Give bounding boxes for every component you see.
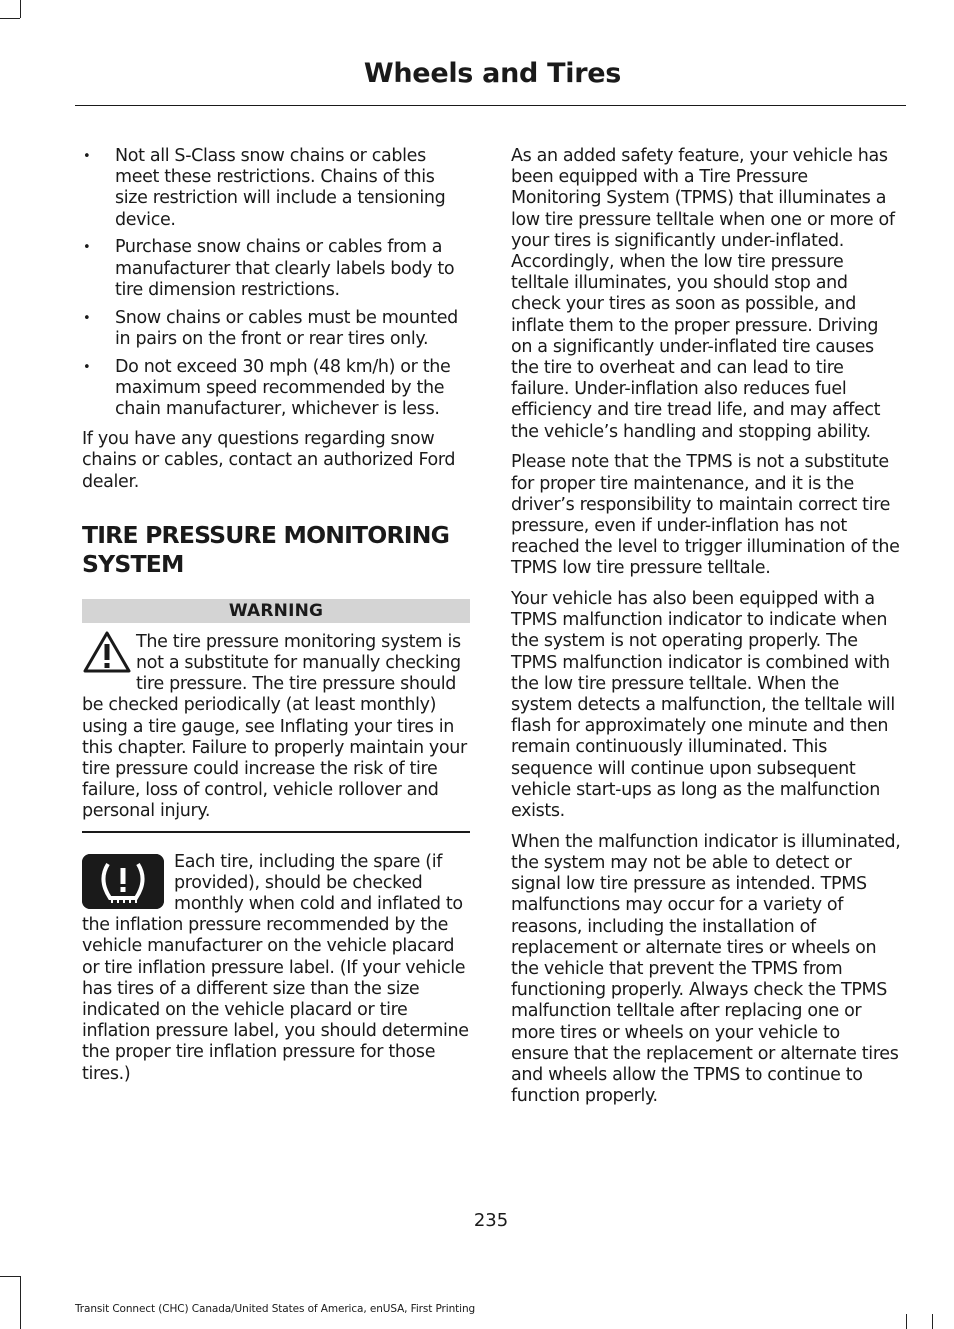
warning-label: WARNING [82, 599, 470, 623]
right-column [511, 146, 902, 1117]
list-item: • Purchase snow chains or cables from a manufacturer that clearly labels body to tire dimension restrictions. [82, 237, 470, 301]
questions-paragraph: If you have any questions regarding snow chains or cables, contact an authorized Ford dealer. [82, 429, 456, 492]
tpms-malfunction-causes-paragraph: When the malfunction indicator is illuminated, the system may not be able to detect or signal low tire pressure as intended. TPMS malfunctions may occur for a variety of reasons, including the installation of replacement or alternate tires or wheels on the vehicle that prevent the TPMS from functioning properly. Always check the TPMS malfunction telltale after replacing one or more tires or wheels on your vehicle to ensure that the replacement or alternate tires and wheels allow the TPMS to continue to function properly. [511, 831, 901, 1107]
page-header-title: Wheels and Tires [363, 58, 621, 89]
list-item: • Snow chains or cables must be mounted in pairs on the front or rear tires only. [82, 308, 470, 350]
crop-mark-bottom-right-v2 [932, 1314, 933, 1329]
tpms-paragraph: Each tire, including the spare (if provided), should be checked monthly when cold and inflated to the inflation pressure recommended by the vehicle manufacturer on the vehicle placard or tire inflation pressure label. (If your vehicle has tires of a different size than the size indicated on the vehicle placard or tire inflation pressure label, you should determine the proper tire inflation pressure for those tires.) [82, 851, 469, 1084]
warning-triangle-icon [82, 630, 132, 674]
tpms-telltale-icon [82, 854, 164, 909]
header-rule [75, 105, 906, 106]
warning-block [82, 632, 470, 823]
list-item: • Not all S-Class snow chains or cables meet these restrictions. Chains of this size restriction will include a tensioning device. [82, 146, 470, 231]
left-column [82, 146, 470, 1085]
crop-mark-bottom-left-v [20, 1276, 21, 1329]
section-heading: TIRE PRESSURE MONITORING SYSTEM [82, 520, 450, 578]
crop-mark-top-left-h [0, 18, 20, 19]
list-item: • Do not exceed 30 mph (48 km/h) or the maximum speed recommended by the chain manufacturer, whichever is less. [82, 357, 470, 421]
footer-text: Transit Connect (CHC) Canada/United States of America, enUSA, First Printing [75, 1303, 476, 1315]
warning-end-rule [82, 831, 470, 833]
crop-mark-top-left-v [20, 0, 21, 18]
crop-mark-bottom-left-h [0, 1276, 20, 1277]
warning-text: The tire pressure monitoring system is not a substitute for manually checking tire pressure. The tire pressure should be checked periodically (at least monthly) using a tire gauge, see Inflating your tires in this chapter. Failure to properly maintain your tire pressure could increase the risk of tire failure, loss of control, vehicle rollover and personal injury. [82, 631, 467, 822]
crop-mark-bottom-right-v1 [906, 1314, 907, 1329]
tpms-malfunction-paragraph: Your vehicle has also been equipped with a TPMS malfunction indicator to indicate when the system is not operating properly. The TPMS malfunction indicator is combined with the low tire pressure telltale. When the system detects a malfunction, the telltale will flash for approximately one minute and then remain continuously illuminated. This sequence will continue upon subsequent vehicle start-ups as long as the malfunction exists. [511, 589, 895, 822]
snow-chain-bullet-list [82, 146, 470, 420]
tpms-intro-paragraph: As an added safety feature, your vehicle has been equipped with a Tire Pressure Monitoring System (TPMS) that illuminates a low tire pressure telltale when one or more of your tires is significantly under-inflated. Accordingly, when the low tire pressure telltale illuminates, you should stop and check your tires as soon as possible, and inflate them to the proper pressure. Driving on a significantly under-inflated tire causes the tire to overheat and can lead to tire failure. Under-inflation also reduces fuel efficiency and tire tread life, and may affect the vehicle’s handling and stopping ability. [511, 146, 895, 442]
tpms-block [82, 852, 470, 1085]
tpms-note-paragraph: Please note that the TPMS is not a substitute for proper tire maintenance, and it is the driver’s responsibility to maintain correct tire pressure, even if under-inflation has not reached the level to trigger illumination of the TPMS low tire pressure telltale. [511, 452, 900, 579]
page-number: 235 [473, 1210, 509, 1231]
